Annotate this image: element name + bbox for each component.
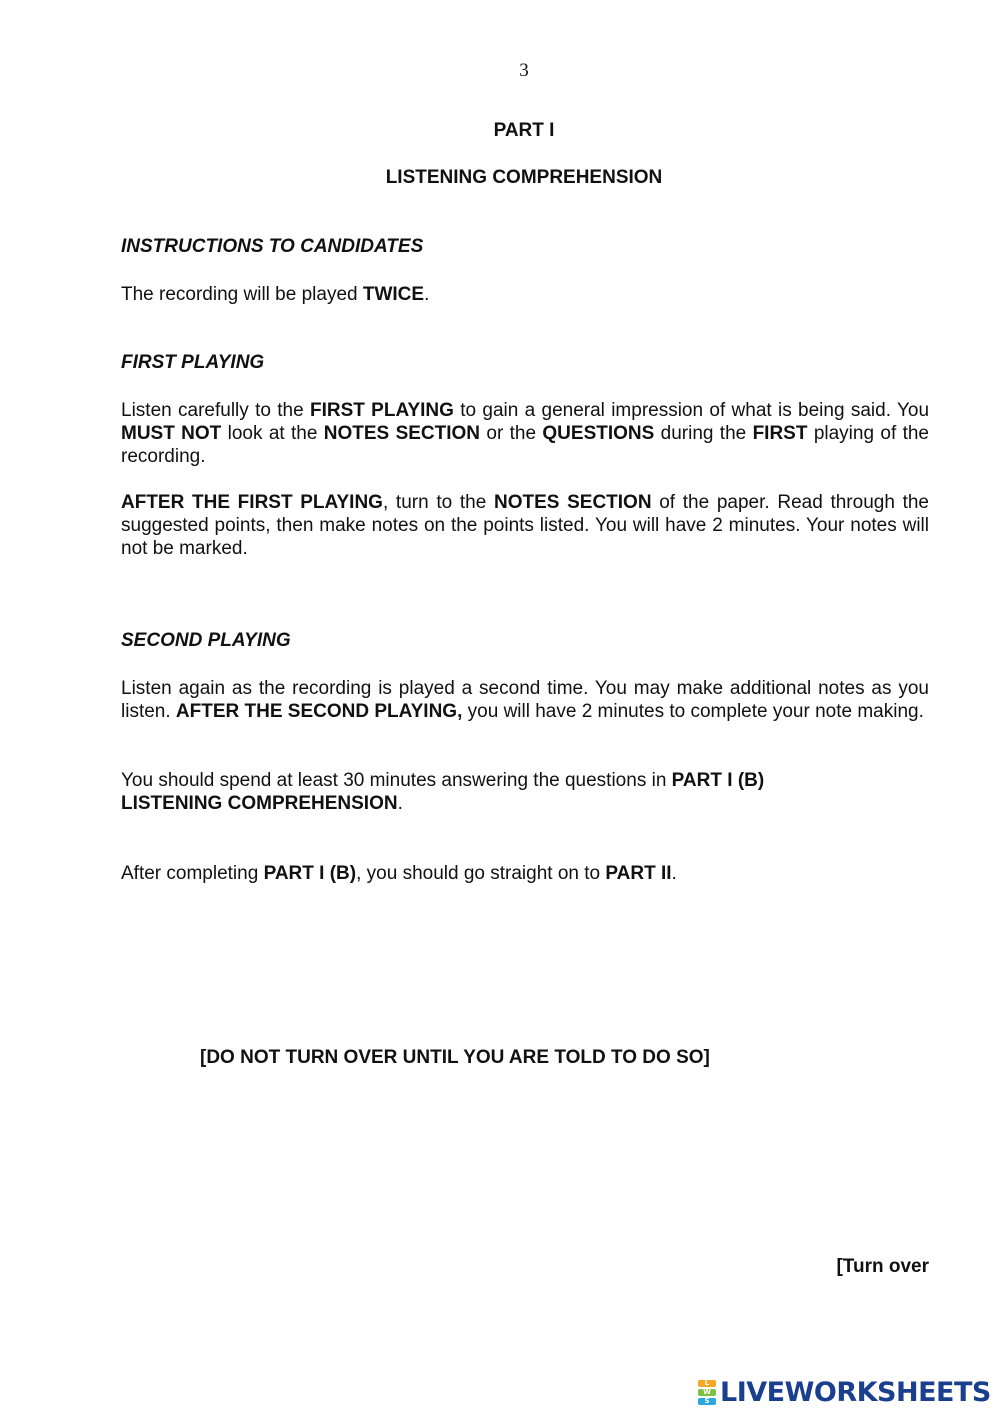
first-playing-paragraph-2: AFTER THE FIRST PLAYING, turn to the NOTES SECTION of the paper. Read through the suggested points, then make notes on the points listed. You will have 2 minutes. Your notes will not be marked. bbox=[121, 492, 929, 559]
logo-text: LIVEWORKSHEETS bbox=[720, 1376, 991, 1408]
page-number: 3 bbox=[519, 60, 529, 81]
do-not-turn-notice: [DO NOT TURN OVER UNTIL YOU ARE TOLD TO DO SO] bbox=[200, 1047, 710, 1068]
logo-mark-s: S bbox=[698, 1398, 716, 1405]
second-playing-paragraph-2: You should spend at least 30 minutes answering the questions in PART I (B) LISTENING COMPREHENSION. bbox=[121, 770, 765, 814]
twice-paragraph: The recording will be played TWICE. bbox=[121, 284, 430, 305]
first-playing-heading: FIRST PLAYING bbox=[121, 352, 265, 373]
second-playing-paragraph-3: After completing PART I (B), you should go straight on to PART II. bbox=[121, 863, 677, 884]
second-playing-paragraph-1: Listen again as the recording is played a second time. You may make additional notes as you listen. AFTER THE SECOND PLAYING, you will have 2 minutes to complete your note making. bbox=[121, 678, 929, 722]
first-playing-paragraph-1: Listen carefully to the FIRST PLAYING to gain a general impression of what is being said. You MUST NOT look at the NOTES SECTION or the QUESTIONS during the FIRST playing of the recording. bbox=[121, 400, 930, 467]
logo-mark-l: L bbox=[698, 1380, 716, 1387]
section-heading: LISTENING COMPREHENSION bbox=[385, 167, 663, 188]
instructions-heading: INSTRUCTIONS TO CANDIDATES bbox=[121, 236, 424, 257]
part-heading: PART I bbox=[493, 120, 555, 141]
liveworksheets-logo bbox=[698, 1377, 991, 1407]
logo-mark-w: W bbox=[698, 1389, 716, 1396]
second-playing-heading: SECOND PLAYING bbox=[121, 630, 291, 651]
liveworksheets-mark-icon bbox=[698, 1379, 716, 1405]
turn-over-label: [Turn over bbox=[836, 1256, 929, 1277]
